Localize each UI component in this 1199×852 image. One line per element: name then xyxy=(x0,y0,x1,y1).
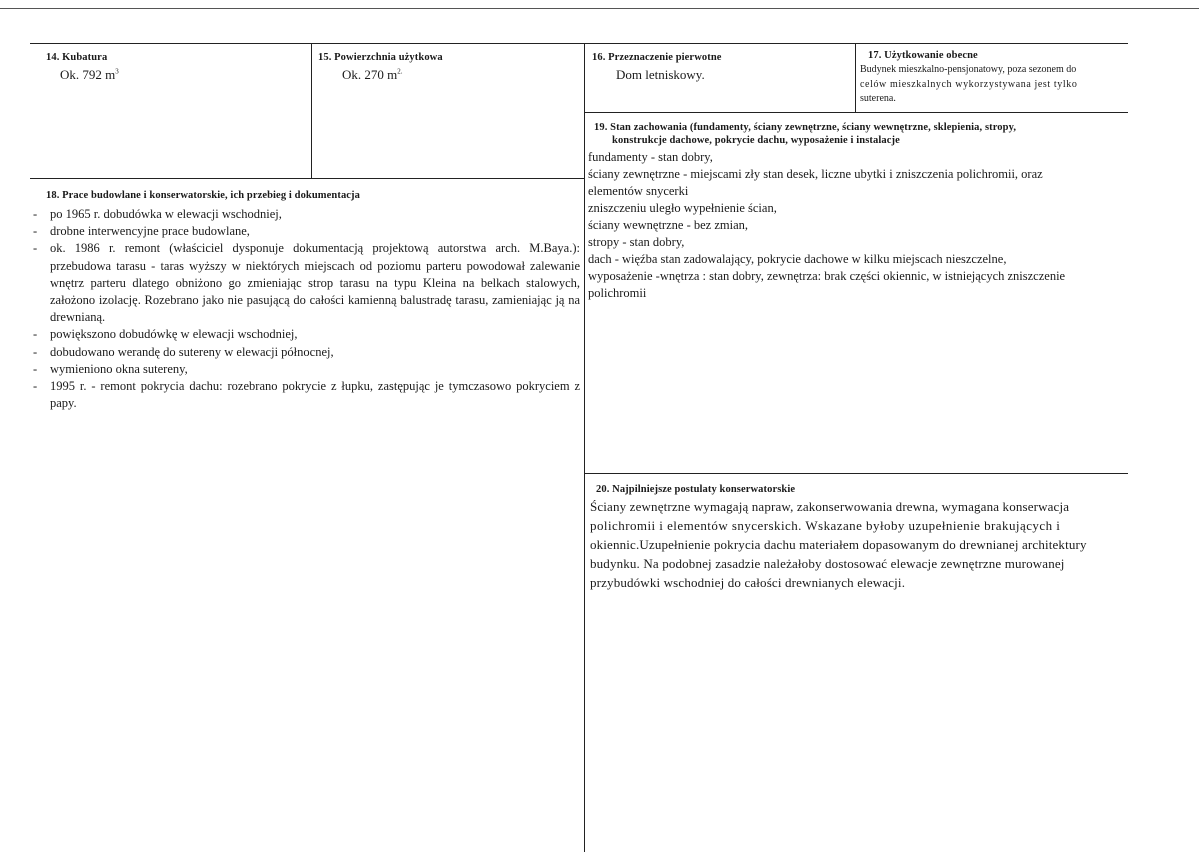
grid-line xyxy=(30,178,584,179)
text-line: wyposażenie -wnętrza : stan dobry, zewnętrza: brak części okiennic, w istniejących zniszczenie xyxy=(588,269,1066,283)
section-title: 15. Powierzchnia użytkowa xyxy=(318,52,443,63)
section-value: Ok. 792 $m^3$ xyxy=(60,67,119,82)
grid-line xyxy=(30,43,1128,44)
grid-line xyxy=(311,43,312,179)
text-line: elementów snycerki xyxy=(588,184,689,198)
section-title: 17. Użytkowanie obecne xyxy=(868,50,978,61)
list-item: - dobudowano werandę do sutereny w elewacji północnej, xyxy=(30,344,580,361)
section-przeznaczenie xyxy=(592,52,850,83)
section-text xyxy=(860,63,1130,107)
text-line: przybudówki wschodniej do całości drewnianych elewacji. xyxy=(590,575,906,590)
section-text xyxy=(588,149,1133,302)
text-line: suterena. xyxy=(860,93,896,104)
section-subtitle: konstrukcje dachowe, pokrycie dachu, wyposażenie i instalacje xyxy=(612,135,900,146)
section-stan-zachowania xyxy=(588,122,1133,302)
text-line: polichromii xyxy=(588,286,647,300)
text-line: okiennic.Uzupełnienie pokrycia dachu materiałem dopasowanym do drewnianej architektury xyxy=(590,537,1087,552)
text-line: stropy - stan dobry, xyxy=(588,235,685,249)
section-powierzchnia xyxy=(318,52,578,83)
list-item: - 1995 r. - remont pokrycia dachu: rozebrano pokrycie z łupku, zastępując je tymczasowo pokryciem z papy. xyxy=(30,378,580,412)
section-text xyxy=(590,497,1130,592)
section-postulaty xyxy=(590,484,1130,592)
list-item: - drobne interwencyjne prace budowlane, xyxy=(30,223,580,240)
text-line: zniszczeniu uległo wypełnienie ścian, xyxy=(588,201,777,215)
section-prace-budowlane xyxy=(30,190,580,412)
section-title: 16. Przeznaczenie pierwotne xyxy=(592,52,722,63)
section-title: 14. Kubatura xyxy=(46,52,108,63)
text-line: celów mieszkalnych wykorzystywana jest tylko xyxy=(860,78,1078,90)
list-item: - wymieniono okna sutereny, xyxy=(30,361,580,378)
works-list xyxy=(30,206,580,412)
section-value: Ok. 270 $m^{2.}$ xyxy=(342,67,403,82)
section-uzytkowanie xyxy=(860,50,1130,107)
text-line: dach - więźba stan zadowalający, pokrycie dachowe w kilku miejscach nieszczelne, xyxy=(588,252,1007,266)
grid-line xyxy=(584,473,1128,474)
page-top-edge xyxy=(0,0,1199,9)
grid-line xyxy=(855,43,856,113)
text-line: Ściany zewnętrzne wymagają napraw, zakonserwowania drewna, wymagana konserwacja xyxy=(590,499,1070,514)
text-line: fundamenty - stan dobry, xyxy=(588,150,713,164)
text-line: ściany zewnętrzne - miejscami zły stan desek, liczne ubytki i zniszczenia polichromii, oraz xyxy=(588,167,1043,181)
list-item: - powiększono dobudówkę w elewacji wschodniej, xyxy=(30,326,580,343)
section-value: Dom letniskowy. xyxy=(616,67,705,82)
section-title: 18. Prace budowlane i konserwatorskie, ich przebieg i dokumentacja xyxy=(46,190,361,201)
text-line: polichromii i elementów snycerskich. Wskazane byłoby uzupełnienie brakujących i xyxy=(590,518,1061,533)
grid-line xyxy=(584,43,585,852)
section-title: 20. Najpilniejsze postulaty konserwatorskie xyxy=(596,484,796,495)
grid-line xyxy=(584,112,1128,113)
text-line: ściany wewnętrzne - bez zmian, xyxy=(588,218,748,232)
section-kubatura xyxy=(46,52,306,83)
list-item: - po 1965 r. dobudówka w elewacji wschodniej, xyxy=(30,206,580,223)
text-line: Budynek mieszkalno-pensjonatowy, poza sezonem do xyxy=(860,64,1077,75)
text-line: budynku. Na podobnej zasadzie należałoby dostosować elewacje zewnętrzne murowanej xyxy=(590,556,1065,571)
section-title: 19. Stan zachowania (fundamenty, ściany zewnętrzne, ściany wewnętrzne, sklepienia, stropy, xyxy=(594,122,1017,133)
list-item: - ok. 1986 r. remont (właściciel dysponuje dokumentacją projektową autorstwa arch. M.Baya.): przebudowa tarasu - taras wyższy w niektórych miejscach od poziomu parteru powodował zalewanie wnętrz parteru dlatego obniżono go zmieniając strop tarasu na typu Kleina na belkach stalowych, założono izolację. Rozebrano jako nie pasującą do całości kamienną balustradę tarasu, zamieniając ją na drewnianą. xyxy=(30,240,580,326)
